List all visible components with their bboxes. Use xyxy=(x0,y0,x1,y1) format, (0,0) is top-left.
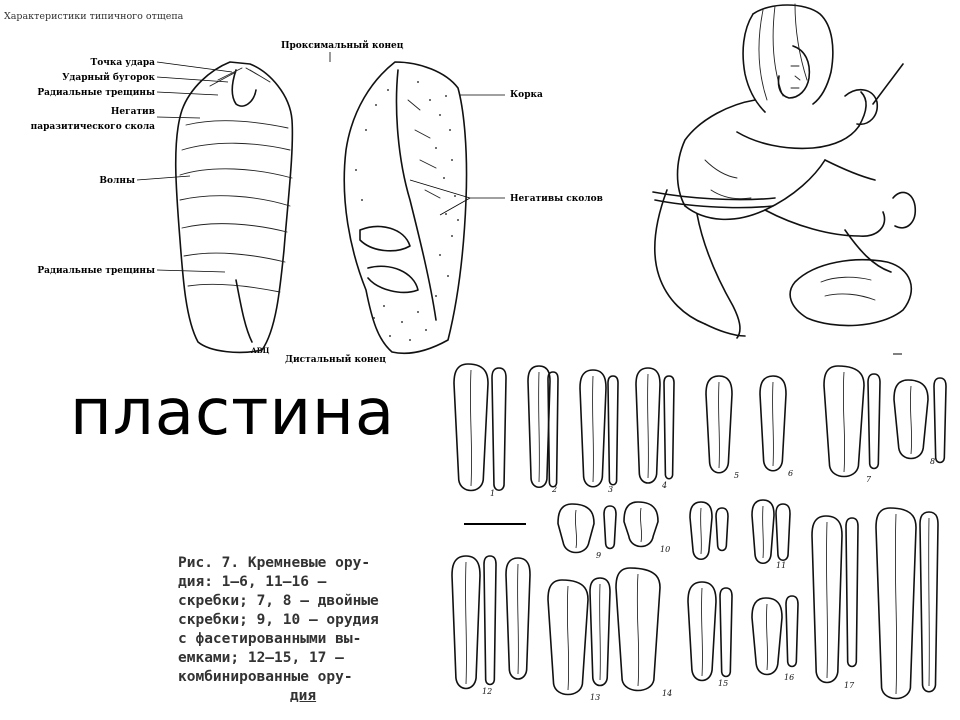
flint-tool xyxy=(664,376,674,479)
flint-tool-ridge xyxy=(701,508,702,554)
leader-lines xyxy=(137,52,505,272)
flint-tool xyxy=(604,506,616,549)
flint-tool-ridge xyxy=(719,382,720,468)
flint-tool xyxy=(868,374,880,469)
tool-number: 8 xyxy=(930,457,936,466)
label-radial-cracks-top: Радиальные трещины xyxy=(37,88,155,98)
label-initials: АВЦ xyxy=(251,346,270,355)
flint-tool-ridge xyxy=(929,518,930,686)
caption-line: Рис. 7. Кремневые ору- xyxy=(178,555,371,571)
flake-drawing xyxy=(0,0,640,370)
flint-tool-ridge xyxy=(826,522,827,678)
flint-tool-ridge xyxy=(773,382,774,466)
flint-tool-ridge xyxy=(593,376,594,482)
flint-tool-ridge xyxy=(910,386,911,454)
flint-tool-ridge xyxy=(766,604,767,670)
flint-tool xyxy=(492,368,506,490)
tool-number: 4 xyxy=(662,481,668,490)
flint-tool xyxy=(720,588,732,677)
tool-number: 1 xyxy=(490,489,496,498)
belt xyxy=(653,192,775,208)
caption-line: с фасетированными вы- xyxy=(178,631,362,647)
flint-tool-ridge xyxy=(895,514,896,694)
cortex-stipple xyxy=(355,81,459,341)
caption-line: скребки; 7, 8 — двойные xyxy=(178,593,379,609)
label-waves: Волны xyxy=(99,176,135,186)
flint-tool-ridge xyxy=(648,374,649,478)
flint-tool-ridge xyxy=(600,584,601,680)
label-flake-scars: Негативы сколов xyxy=(510,194,603,204)
flake-diagram xyxy=(0,0,640,370)
tool-number: 12 xyxy=(482,687,493,696)
flake-dorsal-face xyxy=(344,62,466,353)
flint-tool-ridge xyxy=(518,564,519,674)
hammerstone-and-tool xyxy=(845,64,915,228)
flint-tools-plate xyxy=(440,352,960,716)
label-proximal-end: Проксимальный конец xyxy=(281,41,404,51)
label-radial-cracks-bottom: Радиальные трещины xyxy=(37,266,155,276)
tool-number: 6 xyxy=(788,469,794,478)
flint-tool xyxy=(776,504,790,560)
tool-number: 10 xyxy=(660,545,671,554)
caption-line: дия: 1—6, 11—16 — xyxy=(178,574,327,590)
tool-number: 15 xyxy=(718,679,729,688)
flint-tool-ridge xyxy=(466,562,467,684)
caption-line: дия xyxy=(289,688,317,704)
flake-ventral-face xyxy=(176,62,293,352)
caption-line: скребки; 9, 10 — орудия xyxy=(178,612,379,628)
flint-tool xyxy=(786,596,798,667)
tool-number: 14 xyxy=(662,689,673,698)
diagram-title: Характеристики типичного отщепа xyxy=(4,11,184,22)
body xyxy=(655,92,891,338)
label-impact-point: Точка удара xyxy=(90,58,155,68)
knapper-illustration xyxy=(645,0,935,350)
flint-tool-ridge xyxy=(702,588,703,676)
tool-number: 16 xyxy=(784,673,795,682)
flint-tool-ridge xyxy=(470,370,471,486)
tool-number: 17 xyxy=(844,681,855,690)
tool-number: 5 xyxy=(734,471,740,480)
flint-tool xyxy=(608,376,618,485)
stone-pile xyxy=(790,260,911,326)
flint-tool xyxy=(484,556,496,685)
flint-tool xyxy=(934,378,946,463)
flint-tool-ridge xyxy=(640,508,641,542)
flint-tool-ridge xyxy=(575,510,576,548)
label-distal-end: Дистальный конец xyxy=(285,355,386,365)
label-negative: Негатив xyxy=(110,107,155,117)
tool-number: 3 xyxy=(608,485,614,494)
tool-number: 9 xyxy=(596,551,602,560)
tool-number: 2 xyxy=(552,485,558,494)
flint-tool-ridge xyxy=(637,574,639,686)
figure-caption xyxy=(178,554,428,706)
tool-number: 13 xyxy=(590,693,601,702)
flint-tool-ridge xyxy=(539,372,540,482)
label-bulb: Ударный бугорок xyxy=(62,73,155,83)
label-cortex: Корка xyxy=(510,90,543,100)
flint-tool-ridge xyxy=(763,506,764,558)
tool-number: 7 xyxy=(866,475,872,484)
flint-tool-ridge xyxy=(567,586,568,690)
heading-plastina: пластина xyxy=(70,376,396,450)
flint-tool xyxy=(846,518,858,667)
flint-tool xyxy=(716,508,728,551)
tool-number: 11 xyxy=(776,561,787,570)
hair xyxy=(743,4,833,112)
caption-line: комбинированные ору- xyxy=(178,669,353,685)
caption-line: емками; 12—15, 17 — xyxy=(178,650,344,666)
flint-tool-ridge xyxy=(843,372,844,472)
label-parasitic-flake: паразитического скола xyxy=(30,122,155,132)
